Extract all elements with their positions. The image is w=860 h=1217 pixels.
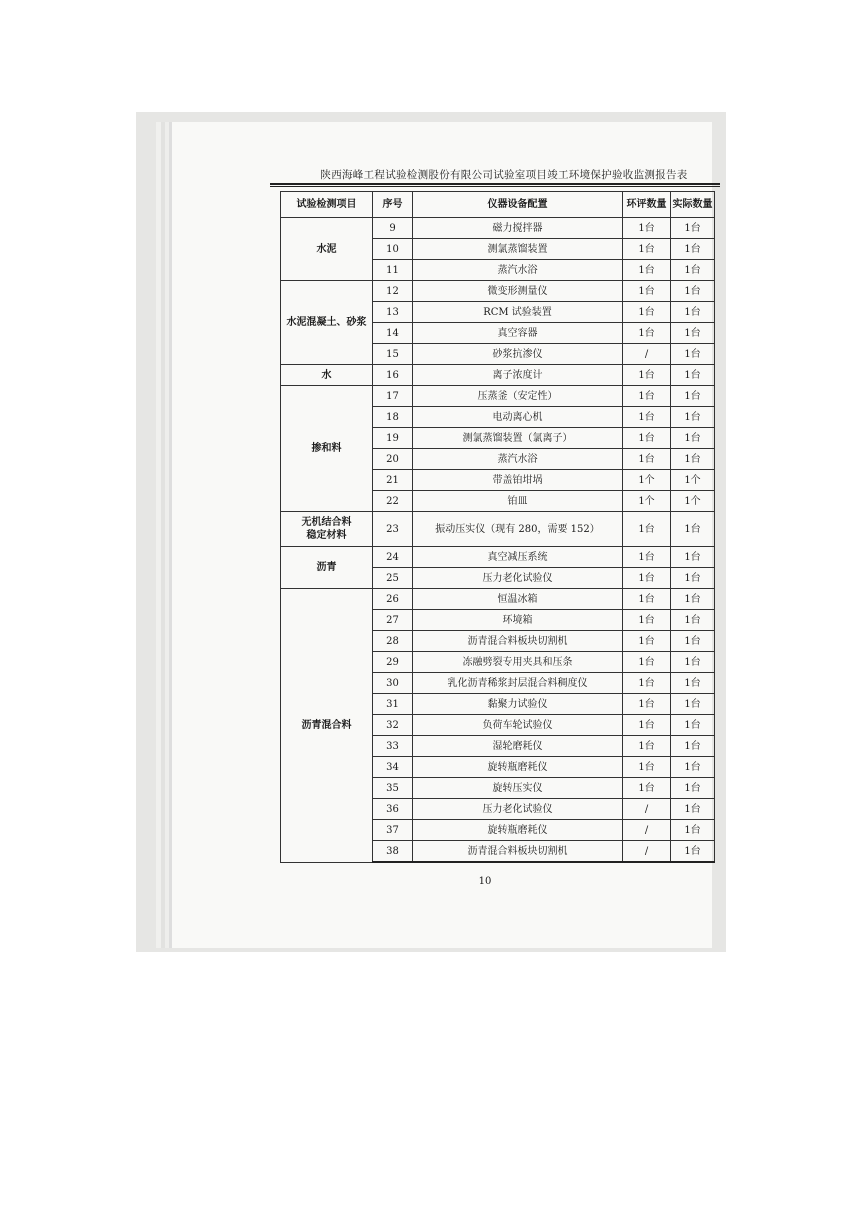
serial-no-cell: 14 [373, 323, 413, 344]
eia-qty-cell: 1台 [623, 589, 671, 610]
equipment-cell: 环境箱 [413, 610, 623, 631]
actual-qty-cell: 1台 [671, 365, 715, 386]
serial-no-cell: 31 [373, 694, 413, 715]
actual-qty-cell: 1台 [671, 694, 715, 715]
serial-no-cell: 15 [373, 344, 413, 365]
serial-no-cell: 30 [373, 673, 413, 694]
equipment-cell: 旋转瓶磨耗仪 [413, 757, 623, 778]
category-label: 水泥混凝土、砂浆 [286, 317, 367, 328]
actual-qty-cell: 1台 [671, 589, 715, 610]
table-row [281, 386, 715, 407]
category-cell [281, 547, 373, 589]
eia-qty-cell: 1台 [623, 407, 671, 428]
actual-qty-cell: 1台 [671, 386, 715, 407]
serial-no-cell: 28 [373, 631, 413, 652]
eia-qty-cell: 1台 [623, 218, 671, 239]
equipment-cell: 振动压实仪（现有 280，需要 152） [413, 512, 623, 547]
equipment-cell: 真空容器 [413, 323, 623, 344]
serial-no-cell: 10 [373, 239, 413, 260]
actual-qty-cell: 1台 [671, 344, 715, 365]
serial-no-cell: 22 [373, 491, 413, 512]
table-row [281, 281, 715, 302]
category-cell [281, 589, 373, 863]
serial-no-cell: 34 [373, 757, 413, 778]
header-serial-no: 序号 [373, 192, 413, 218]
eia-qty-cell: 1台 [623, 512, 671, 547]
equipment-cell: 压蒸釜（安定性） [413, 386, 623, 407]
actual-qty-cell: 1台 [671, 218, 715, 239]
serial-no-cell: 21 [373, 470, 413, 491]
actual-qty-cell: 1台 [671, 799, 715, 820]
equipment-cell: 冻融劈裂专用夹具和压条 [413, 652, 623, 673]
actual-qty-cell: 1台 [671, 568, 715, 589]
equipment-cell: 压力老化试验仪 [413, 568, 623, 589]
eia-qty-cell: 1台 [623, 715, 671, 736]
serial-no-cell: 38 [373, 841, 413, 863]
actual-qty-cell: 1台 [671, 323, 715, 344]
eia-qty-cell: 1台 [623, 239, 671, 260]
equipment-cell: 旋转压实仪 [413, 778, 623, 799]
category-label: 水泥 [316, 243, 337, 255]
eia-qty-cell: 1台 [623, 428, 671, 449]
equipment-cell: 砂浆抗渗仪 [413, 344, 623, 365]
category-label: 掺和料 [311, 443, 342, 454]
actual-qty-cell: 1台 [671, 512, 715, 547]
table-row [281, 547, 715, 568]
eia-qty-cell: 1台 [623, 631, 671, 652]
equipment-cell: 黏聚力试验仪 [413, 694, 623, 715]
serial-no-cell: 35 [373, 778, 413, 799]
eia-qty-cell: 1台 [623, 694, 671, 715]
actual-qty-cell: 1台 [671, 736, 715, 757]
eia-qty-cell: 1台 [623, 568, 671, 589]
actual-qty-cell: 1台 [671, 547, 715, 568]
actual-qty-cell: 1台 [671, 673, 715, 694]
serial-no-cell: 24 [373, 547, 413, 568]
eia-qty-cell: 1台 [623, 260, 671, 281]
equipment-cell: 恒温冰箱 [413, 589, 623, 610]
actual-qty-cell: 1台 [671, 239, 715, 260]
equipment-cell: RCM 试验装置 [413, 302, 623, 323]
actual-qty-cell: 1台 [671, 820, 715, 841]
eia-qty-cell: 1台 [623, 547, 671, 568]
header-equipment: 仪器设备配置 [413, 192, 623, 218]
equipment-cell: 沥青混合料板块切割机 [413, 631, 623, 652]
eia-qty-cell: 1个 [623, 491, 671, 512]
header-eia-qty: 环评数量 [623, 192, 671, 218]
serial-no-cell: 17 [373, 386, 413, 407]
eia-qty-cell: 1个 [623, 470, 671, 491]
eia-qty-cell: / [623, 841, 671, 863]
actual-qty-cell: 1台 [671, 631, 715, 652]
eia-qty-cell: 1台 [623, 778, 671, 799]
actual-qty-cell: 1台 [671, 428, 715, 449]
category-label: 沥青混合料 [301, 719, 352, 731]
equipment-cell: 铂皿 [413, 491, 623, 512]
serial-no-cell: 37 [373, 820, 413, 841]
header-rule-thin [270, 186, 720, 187]
equipment-cell: 蒸汽水浴 [413, 449, 623, 470]
page-number: 10 [478, 876, 492, 887]
serial-no-cell: 19 [373, 428, 413, 449]
actual-qty-cell: 1台 [671, 281, 715, 302]
eia-qty-cell: 1台 [623, 652, 671, 673]
equipment-table [280, 191, 715, 863]
equipment-cell: 微变形测量仪 [413, 281, 623, 302]
eia-qty-cell: 1台 [623, 610, 671, 631]
actual-qty-cell: 1台 [671, 778, 715, 799]
actual-qty-cell: 1个 [671, 491, 715, 512]
serial-no-cell: 26 [373, 589, 413, 610]
serial-no-cell: 23 [373, 512, 413, 547]
equipment-cell: 离子浓度计 [413, 365, 623, 386]
equipment-cell: 真空减压系统 [413, 547, 623, 568]
serial-no-cell: 36 [373, 799, 413, 820]
eia-qty-cell: 1台 [623, 757, 671, 778]
category-cell [281, 512, 373, 547]
eia-qty-cell: 1台 [623, 736, 671, 757]
category-cell [281, 386, 373, 512]
category-label: 沥青 [316, 562, 337, 573]
equipment-cell: 测氯蒸馏装置（氯离子） [413, 428, 623, 449]
serial-no-cell: 18 [373, 407, 413, 428]
eia-qty-cell: 1台 [623, 673, 671, 694]
eia-qty-cell: 1台 [623, 386, 671, 407]
serial-no-cell: 9 [373, 218, 413, 239]
header-rule [270, 183, 720, 185]
equipment-cell: 电动离心机 [413, 407, 623, 428]
equipment-cell: 测氯蒸馏装置 [413, 239, 623, 260]
serial-no-cell: 32 [373, 715, 413, 736]
equipment-cell: 湿轮磨耗仪 [413, 736, 623, 757]
actual-qty-cell: 1个 [671, 470, 715, 491]
serial-no-cell: 12 [373, 281, 413, 302]
equipment-cell: 负荷车轮试验仪 [413, 715, 623, 736]
category-cell [281, 365, 373, 386]
eia-qty-cell: / [623, 799, 671, 820]
actual-qty-cell: 1台 [671, 407, 715, 428]
eia-qty-cell: / [623, 344, 671, 365]
actual-qty-cell: 1台 [671, 715, 715, 736]
actual-qty-cell: 1台 [671, 841, 715, 863]
actual-qty-cell: 1台 [671, 610, 715, 631]
serial-no-cell: 11 [373, 260, 413, 281]
eia-qty-cell: 1台 [623, 323, 671, 344]
table-row [281, 365, 715, 386]
equipment-cell: 压力老化试验仪 [413, 799, 623, 820]
table-header-row [281, 192, 715, 218]
category-label: 无机结合料 [301, 517, 352, 528]
equipment-cell: 蒸汽水浴 [413, 260, 623, 281]
serial-no-cell: 29 [373, 652, 413, 673]
eia-qty-cell: 1台 [623, 302, 671, 323]
equipment-cell: 旋转瓶磨耗仪 [413, 820, 623, 841]
serial-no-cell: 27 [373, 610, 413, 631]
actual-qty-cell: 1台 [671, 449, 715, 470]
category-cell [281, 218, 373, 281]
category-label: 稳定材料 [306, 530, 347, 541]
header-actual-qty: 实际数量 [671, 192, 715, 218]
serial-no-cell: 13 [373, 302, 413, 323]
actual-qty-cell: 1台 [671, 260, 715, 281]
table-row [281, 218, 715, 239]
actual-qty-cell: 1台 [671, 652, 715, 673]
serial-no-cell: 20 [373, 449, 413, 470]
equipment-cell: 沥青混合料板块切割机 [413, 841, 623, 863]
serial-no-cell: 16 [373, 365, 413, 386]
table-row [281, 512, 715, 547]
actual-qty-cell: 1台 [671, 302, 715, 323]
eia-qty-cell: 1台 [623, 449, 671, 470]
eia-qty-cell: 1台 [623, 365, 671, 386]
serial-no-cell: 25 [373, 568, 413, 589]
serial-no-cell: 33 [373, 736, 413, 757]
header-test-item: 试验检测项目 [281, 192, 373, 218]
equipment-cell: 带盖铂坩埚 [413, 470, 623, 491]
eia-qty-cell: / [623, 820, 671, 841]
equipment-cell: 磁力搅拌器 [413, 218, 623, 239]
table-row [281, 589, 715, 610]
page-header: 陕西海峰工程试验检测股份有限公司试验室项目竣工环境保护验收监测报告表 [320, 169, 688, 181]
category-label: 水 [321, 369, 332, 381]
table-body [281, 218, 715, 863]
eia-qty-cell: 1台 [623, 281, 671, 302]
actual-qty-cell: 1台 [671, 757, 715, 778]
equipment-cell: 乳化沥青稀浆封层混合料稠度仪 [413, 673, 623, 694]
category-cell [281, 281, 373, 365]
